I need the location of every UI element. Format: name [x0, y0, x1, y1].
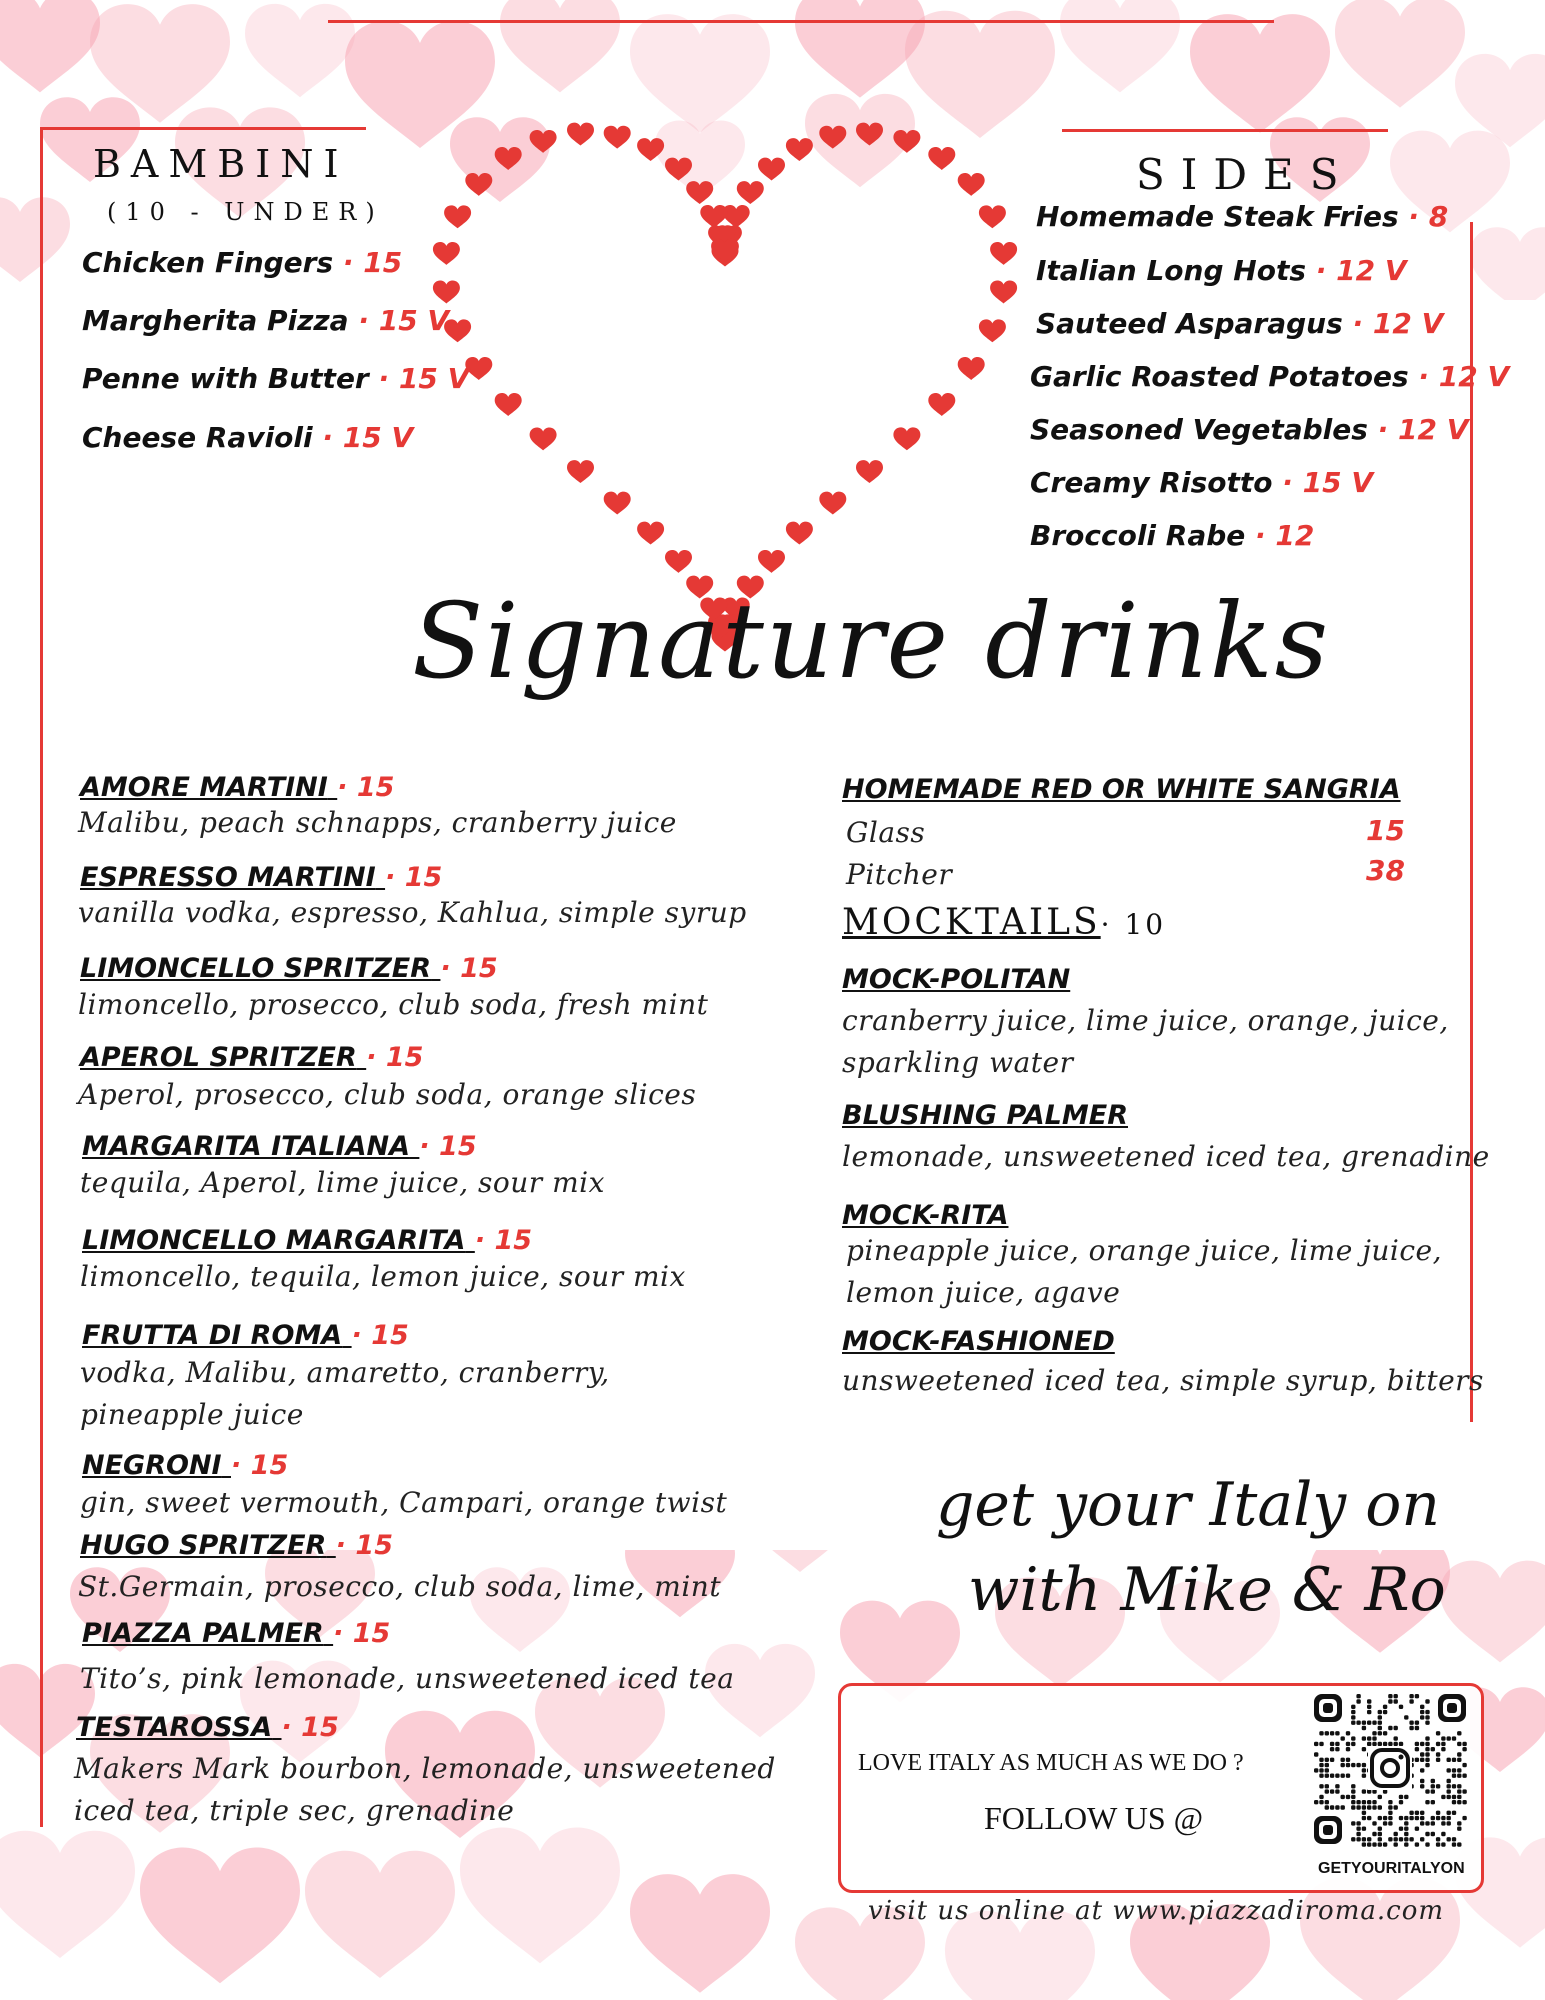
frame-heart-icon	[958, 173, 985, 196]
signature-drinks-title: Signature drinks	[412, 580, 1331, 702]
background-heart	[630, 1874, 770, 1993]
side-item: Sauteed Asparagus · 12 V	[1036, 307, 1444, 340]
drink-name: MARGARITA ITALIANA · 15	[82, 1131, 477, 1162]
background-heart	[630, 14, 770, 133]
frame-heart-icon	[758, 158, 785, 181]
frame-heart-icon	[604, 126, 631, 149]
tagline-line2: with Mike & Ro	[968, 1555, 1446, 1625]
side-item: Garlic Roasted Potatoes · 12 V	[1030, 360, 1510, 393]
mocktail-description: lemonade, unsweetened iced tea, grenadine	[842, 1140, 1490, 1173]
mocktails-title: MOCKTAILS	[842, 902, 1101, 943]
drink-description: limoncello, prosecco, club soda, fresh mint	[78, 988, 709, 1021]
background-heart	[245, 4, 355, 97]
drink-description: pineapple juice	[80, 1398, 304, 1431]
right-frame-side	[1470, 222, 1473, 1422]
background-heart	[1470, 227, 1545, 312]
mocktail-name: MOCK-FASHIONED	[842, 1326, 1115, 1357]
bambini-item: Penne with Butter · 15 V	[82, 362, 470, 395]
drink-name: TESTAROSSA · 15	[76, 1712, 339, 1743]
left-frame-top	[40, 127, 366, 130]
background-heart	[1060, 0, 1180, 92]
drink-description: Aperol, prosecco, club soda, orange slices	[78, 1078, 697, 1111]
drink-description: limoncello, tequila, lemon juice, sour mix	[80, 1260, 686, 1293]
side-item: Broccoli Rabe · 12	[1030, 519, 1315, 552]
mocktail-name: MOCK-POLITAN	[842, 964, 1071, 995]
mocktail-description: cranberry juice, lime juice, orange, juice,	[842, 1004, 1449, 1037]
drink-name: APEROL SPRITZER · 15	[80, 1042, 424, 1073]
side-item: Homemade Steak Fries · 8	[1036, 200, 1449, 233]
background-heart	[460, 1828, 620, 1964]
drink-name: ESPRESSO MARTINI · 15	[80, 862, 443, 893]
drink-description: vanilla vodka, espresso, Kahlua, simple syrup	[78, 896, 747, 929]
sangria-pitcher-label: Pitcher	[846, 858, 953, 891]
drink-description: Malibu, peach schnapps, cranberry juice	[78, 806, 677, 839]
drink-name: LIMONCELLO MARGARITA · 15	[82, 1225, 533, 1256]
background-heart	[905, 11, 1055, 138]
frame-heart-icon	[737, 181, 764, 204]
bambini-subtitle: (10 - UNDER)	[107, 198, 384, 226]
follow-line1: LOVE ITALY AS MUCH AS WE DO ?	[858, 1750, 1244, 1776]
frame-heart-icon	[444, 205, 471, 228]
background-heart	[1335, 0, 1465, 108]
drink-name: PIAZZA PALMER · 15	[82, 1618, 391, 1649]
frame-heart-icon	[786, 138, 813, 161]
drink-description: iced tea, triple sec, grenadine	[74, 1794, 515, 1827]
sangria-name: HOMEMADE RED OR WHITE SANGRIA	[842, 774, 1401, 805]
background-heart	[500, 0, 620, 92]
frame-heart-icon	[928, 147, 955, 170]
drink-description: Tito’s, pink lemonade, unsweetened iced tea	[80, 1662, 735, 1695]
sangria-glass-label: Glass	[846, 816, 926, 849]
drink-description: gin, sweet vermouth, Campari, orange twist	[80, 1486, 728, 1519]
drink-name: HUGO SPRITZER · 15	[80, 1530, 393, 1561]
bambini-item: Margherita Pizza · 15 V	[82, 304, 450, 337]
drink-name: FRUTTA DI ROMA · 15	[82, 1320, 409, 1351]
background-heart	[0, 0, 100, 92]
mocktail-name: MOCK-RITA	[842, 1200, 1009, 1231]
background-heart	[0, 1831, 135, 1958]
instagram-handle: GETYOURITALYON	[1318, 1860, 1465, 1877]
tagline-line1: get your Italy on	[936, 1470, 1441, 1540]
mocktails-heading	[842, 902, 1166, 943]
mocktail-description: lemon juice, agave	[846, 1276, 1121, 1309]
mocktail-description: sparkling water	[842, 1046, 1074, 1079]
top-divider	[328, 20, 1274, 23]
mocktails-price: · 10	[1100, 908, 1167, 941]
frame-heart-icon	[979, 205, 1006, 228]
side-item: Seasoned Vegetables · 12 V	[1030, 413, 1469, 446]
bambini-title: BAMBINI	[93, 142, 349, 186]
sides-title: SIDES	[1136, 150, 1355, 199]
right-frame-top	[1062, 129, 1388, 132]
sangria-pitcher-price: 38	[1366, 854, 1405, 887]
sangria-glass-price: 15	[1366, 814, 1405, 847]
mocktail-description: pineapple juice, orange juice, lime juice,	[846, 1234, 1443, 1267]
bambini-item: Cheese Ravioli · 15 V	[82, 421, 414, 454]
website-link[interactable]: visit us online at www.piazzadiroma.com	[868, 1896, 1444, 1926]
qr-code[interactable]	[1310, 1690, 1470, 1850]
frame-heart-icon	[990, 242, 1017, 265]
background-heart	[0, 197, 70, 282]
left-frame-side	[40, 127, 43, 1827]
frame-heart-icon	[567, 123, 594, 146]
follow-line2: FOLLOW US @	[984, 1800, 1204, 1836]
side-item: Italian Long Hots · 12 V	[1036, 254, 1407, 287]
side-item: Creamy Risotto · 15 V	[1030, 466, 1374, 499]
background-heart	[305, 1851, 455, 1978]
background-heart	[1190, 14, 1330, 133]
drink-description: vodka, Malibu, amaretto, cranberry,	[80, 1356, 610, 1389]
mocktail-name: BLUSHING PALMER	[842, 1100, 1128, 1131]
frame-heart-icon	[700, 205, 727, 228]
drink-name: AMORE MARTINI · 15	[80, 772, 395, 803]
frame-heart-icon	[433, 242, 460, 265]
drink-description: tequila, Aperol, lime juice, sour mix	[80, 1166, 605, 1199]
drink-name: NEGRONI · 15	[82, 1450, 289, 1481]
bambini-item: Chicken Fingers · 15	[82, 246, 403, 279]
drink-description: Makers Mark bourbon, lemonade, unsweetened	[74, 1752, 776, 1785]
instagram-icon	[1368, 1746, 1412, 1790]
drink-name: LIMONCELLO SPRITZER · 15	[80, 953, 498, 984]
background-heart	[140, 1848, 300, 1984]
mocktail-description: unsweetened iced tea, simple syrup, bitters	[842, 1364, 1484, 1397]
frame-heart-icon	[723, 205, 750, 228]
drink-description: St.Germain, prosecco, club soda, lime, mint	[78, 1570, 722, 1603]
background-heart	[1440, 1561, 1545, 1663]
